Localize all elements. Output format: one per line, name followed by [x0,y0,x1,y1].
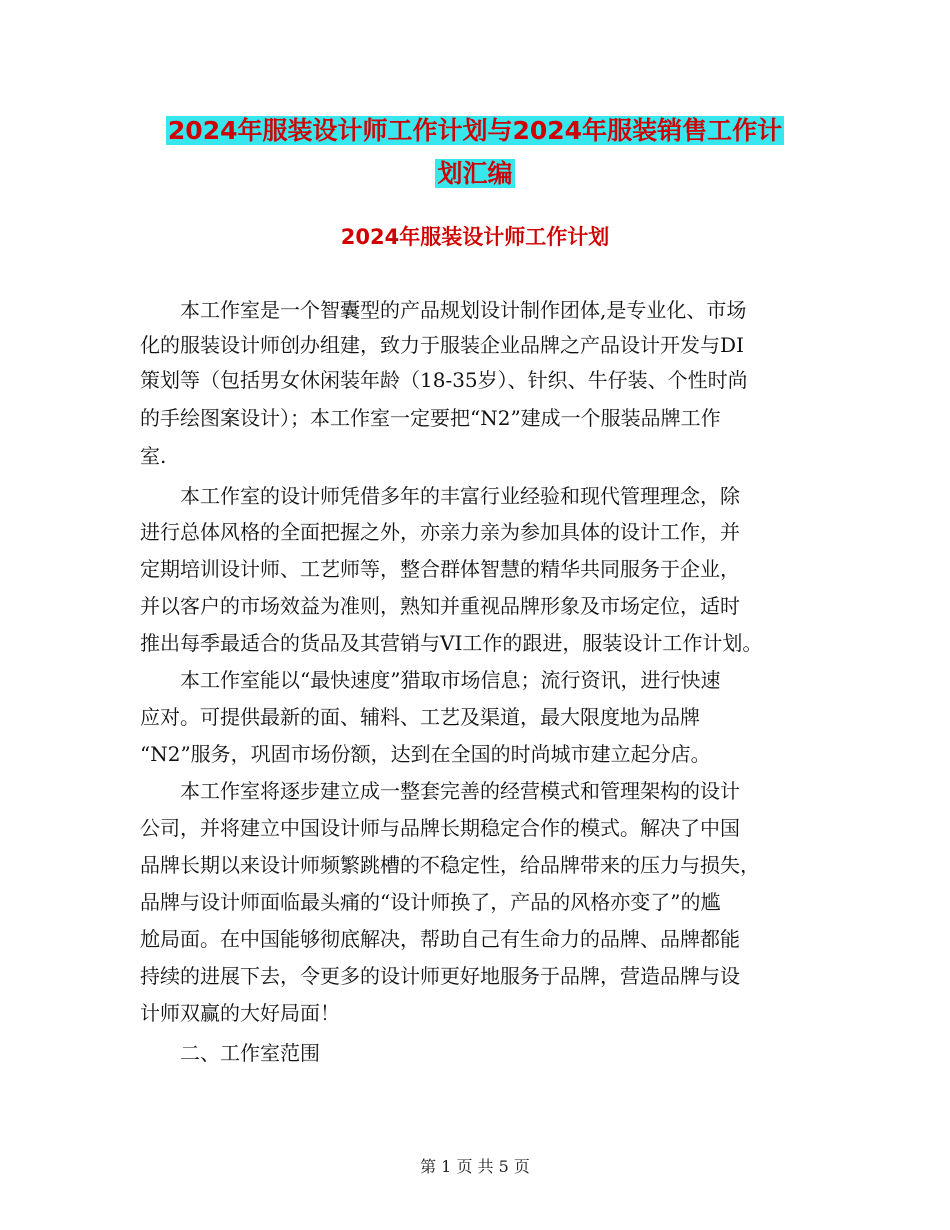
document-title-line-1 [0,114,950,148]
paragraph-line: 并以客户的市场效益为准则，熟知并重视品牌形象及市场定位，适时 [140,594,740,618]
paragraph-line: 本工作室能以“最快速度”猎取市场信息；流行资讯，进行快速 [140,668,721,692]
paragraph-line: 本工作室的设计师凭借多年的丰富行业经验和现代管理理念，除 [140,484,740,508]
paragraph-line: 室. [140,444,167,468]
section-heading-line: 二、工作室范围 [140,1041,320,1065]
paragraph-line: 定期培训设计师、工艺师等，整合群体智慧的精华共同服务于企业， [140,557,740,581]
title-text-1: 2024年服装设计师工作计划与2024年服装销售工作计 [167,116,783,145]
section-title: 2024年服装设计师工作计划 [340,225,610,249]
paragraph-line: 品牌与设计师面临最头痛的“设计师换了，产品的风格亦变了”的尴 [140,890,721,914]
paragraph-line: 尬局面。在中国能够彻底解决，帮助自己有生命力的品牌、品牌都能 [140,927,740,951]
document-title-line-2 [0,157,950,191]
paragraph-line: 本工作室将逐步建立成一整套完善的经营模式和管理架构的设计 [140,779,740,803]
page-footer: 第 1 页 共 5 页 [420,1157,530,1176]
paragraph-line: 计师双赢的大好局面！ [140,1001,340,1025]
paragraph-line: 推出每季最适合的货品及其营销与VI工作的跟进，服装设计工作计划。 [140,631,763,655]
paragraph-line: 化的服装设计师创办组建，致力于服装企业品牌之产品设计开发与DI [140,333,744,357]
paragraph-line: 持续的进展下去，令更多的设计师更好地服务于品牌，营造品牌与设 [140,964,740,988]
paragraph-line: 公司，并将建立中国设计师与品牌长期稳定合作的模式。解决了中国 [140,816,740,840]
paragraph-line: “N2”服务，巩固市场份额，达到在全国的时尚城市建立起分店。 [140,742,711,766]
paragraph-line: 品牌长期以来设计师频繁跳槽的不稳定性，给品牌带来的压力与损失， [140,853,760,877]
paragraph-line: 本工作室是一个智囊型的产品规划设计制作团体,是专业化、市场 [140,298,747,322]
paragraph-line: 进行总体风格的全面把握之外，亦亲力亲为参加具体的设计工作，并 [140,520,740,544]
paragraph-line: 的手绘图案设计）；本工作室一定要把“N2”建成一个服装品牌工作 [140,406,721,430]
title-text-2: 划汇编 [437,159,513,188]
paragraph-line: 策划等（包括男女休闲装年龄（18-35岁）、针织、牛仔装、个性时尚 [140,368,748,392]
paragraph-line: 应对。可提供最新的面、辅料、工艺及渠道，最大限度地为品牌 [140,705,700,729]
